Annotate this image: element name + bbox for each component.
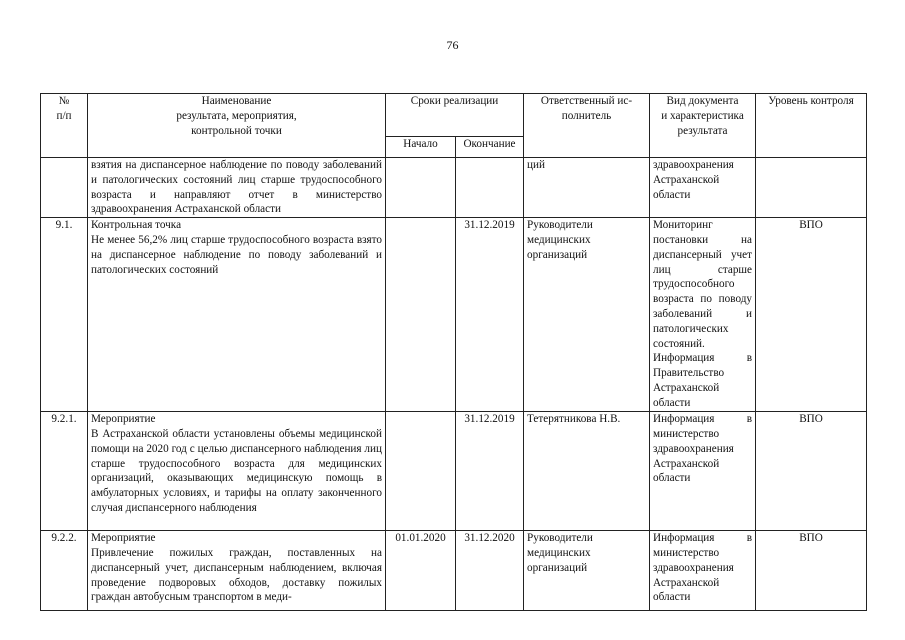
row-name: Мероприятие Привлечение пожилых граждан, поставленных на диспансерный учет, диспансерным наблюдением, включая проведение подворовых обходов, доставку пожилых граждан автобусным транспортом в меди- bbox=[88, 531, 386, 611]
table-row bbox=[41, 218, 867, 412]
row-responsible: ций bbox=[524, 158, 650, 218]
header-control-level: Уровень контроля bbox=[756, 94, 867, 158]
table-header-row bbox=[41, 94, 867, 137]
table-row bbox=[41, 158, 867, 218]
row-start bbox=[386, 158, 456, 218]
header-num: № п/п bbox=[41, 94, 88, 158]
row-start bbox=[386, 412, 456, 531]
table-row bbox=[41, 412, 867, 531]
row-responsible: Тетерятникова Н.В. bbox=[524, 412, 650, 531]
row-name: Мероприятие В Астраханской области установлены объемы медицинской помощи на 2020 год с целью диспансерного наблюдения лиц старше трудоспособного возраста для медицинских организаций, оказывающих медицинскую помощь в амбулаторных условиях, и тарифы на оплату законченного случая диспансерного наблюдения bbox=[88, 412, 386, 531]
header-responsible: Ответственный ис- полнитель bbox=[524, 94, 650, 158]
header-deadlines: Сроки реализации bbox=[386, 94, 524, 137]
row-doc: Мониторинг постановки на диспансерный учет лиц старше трудоспособного возраста по поводу заболеваний и патологических состояний. Информация в Правительство Астраханской области bbox=[650, 218, 756, 412]
row-level bbox=[756, 158, 867, 218]
row-end: 31.12.2019 bbox=[456, 218, 524, 412]
row-start bbox=[386, 218, 456, 412]
implementation-plan-table bbox=[40, 93, 867, 611]
row-name: взятия на диспансерное наблюдение по поводу заболеваний и патологических состояний лиц старше трудоспособного возраста и направляют отчет в министерство здравоохранения Астраханской области bbox=[88, 158, 386, 218]
row-num bbox=[41, 158, 88, 218]
row-num: 9.2.1. bbox=[41, 412, 88, 531]
row-doc: здравоохранения Астраханской области bbox=[650, 158, 756, 218]
row-num: 9.2.2. bbox=[41, 531, 88, 611]
header-name: Наименование результата, мероприятия, контрольной точки bbox=[88, 94, 386, 158]
row-start: 01.01.2020 bbox=[386, 531, 456, 611]
row-name: Контрольная точка Не менее 56,2% лиц старше трудоспособного возраста взято на диспансерное наблюдение по поводу заболеваний и патологических состояний bbox=[88, 218, 386, 412]
header-end: Окончание bbox=[456, 137, 524, 158]
row-doc: Информация в министерство здравоохранения Астраханской области bbox=[650, 412, 756, 531]
row-responsible: Руководители медицинских организаций bbox=[524, 218, 650, 412]
header-doc-type: Вид документа и характеристика результата bbox=[650, 94, 756, 158]
table-row bbox=[41, 531, 867, 611]
row-level: ВПО bbox=[756, 218, 867, 412]
row-end bbox=[456, 158, 524, 218]
row-responsible: Руководители медицинских организаций bbox=[524, 531, 650, 611]
row-doc: Информация в министерство здравоохранения Астраханской области bbox=[650, 531, 756, 611]
row-end: 31.12.2020 bbox=[456, 531, 524, 611]
header-start: Начало bbox=[386, 137, 456, 158]
row-level: ВПО bbox=[756, 531, 867, 611]
row-level: ВПО bbox=[756, 412, 867, 531]
page-number: 76 bbox=[446, 38, 459, 52]
row-end: 31.12.2019 bbox=[456, 412, 524, 531]
row-num: 9.1. bbox=[41, 218, 88, 412]
